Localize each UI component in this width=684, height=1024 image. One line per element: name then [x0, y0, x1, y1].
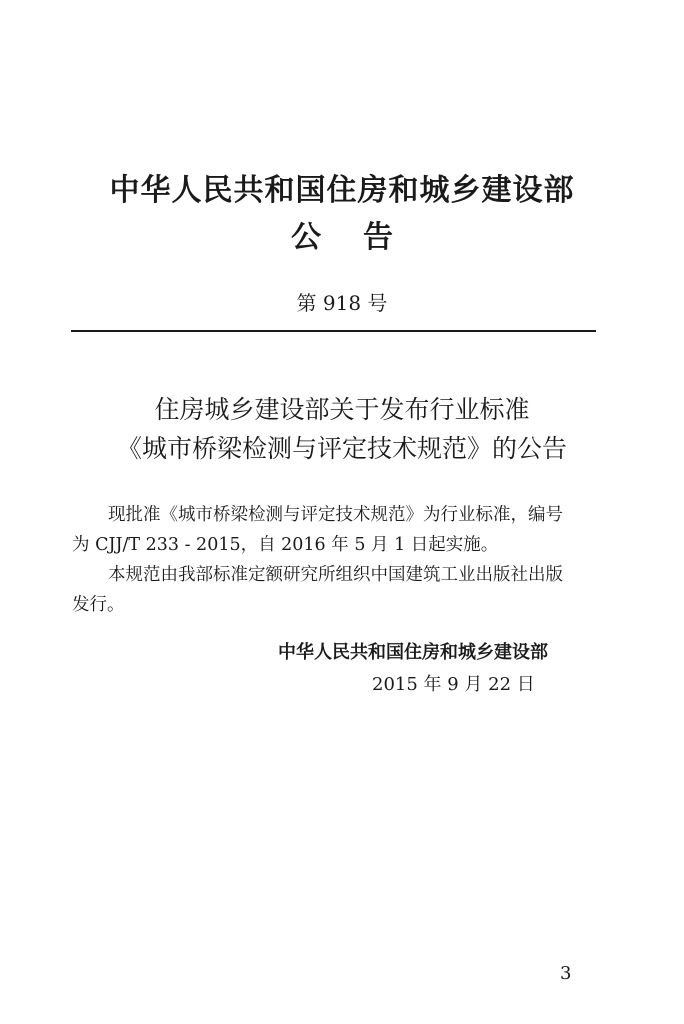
- signature-date: 2015 年 9 月 22 日: [372, 674, 535, 695]
- body-paragraph-1-line-2: 为 CJJ/T 233 - 2015，自 2016 年 5 月 1 日起实施。: [72, 535, 499, 555]
- header-divider: [71, 330, 596, 332]
- document-type-char-1: 公: [291, 220, 321, 255]
- body-paragraph-2-line-1: [72, 560, 612, 590]
- body-paragraph-2-line-1-text: 本规范由我部标准定额研究所组织中国建筑工业出版社出版: [108, 565, 563, 585]
- announcement-title-line-2: 《城市桥梁检测与评定技术规范》的公告: [116, 434, 567, 463]
- issuer-title: 中华人民共和国住房和城乡建设部: [109, 173, 575, 208]
- body-paragraph-2: [72, 560, 612, 620]
- body-paragraph-1-line-1-text: 现批准《城市桥梁检测与评定技术规范》为行业标准，编号: [108, 505, 563, 525]
- document-type-char-2: 告: [363, 220, 393, 255]
- body-paragraph-1-line-1: [72, 500, 612, 530]
- body-paragraph-2-line-2: 发行。: [72, 595, 125, 615]
- document-type: [0, 220, 684, 256]
- signature-organization: 中华人民共和国住房和城乡建设部: [278, 642, 548, 663]
- announcement-title-line-1: 住房城乡建设部关于发布行业标准: [154, 395, 530, 424]
- body-paragraph-1: [72, 500, 612, 560]
- document-number: 第 918 号: [296, 291, 388, 315]
- page-number: 3: [560, 963, 572, 984]
